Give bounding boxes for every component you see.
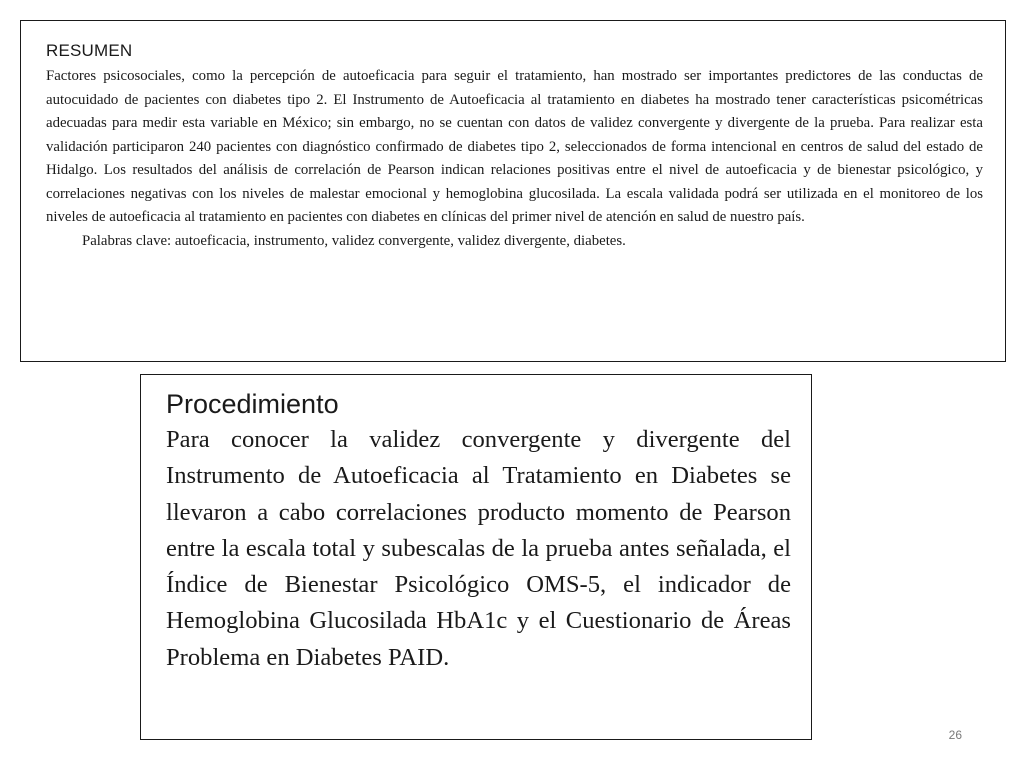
procedimiento-paragraph: Para conocer la validez convergente y divergente del Instrumento de Autoeficacia al Tratamiento en Diabetes se llevaron a cabo correlaciones producto momento de Pearson entre la escala total y subescalas de la prueba antes señalada, el Índice de Bienestar Psicológico OMS-5, el indicador de Hemoglobina Glucosilada HbA1c y el Cuestionario de Áreas Problema en Diabetes PAID. <box>166 426 791 671</box>
procedimiento-heading: Procedimiento <box>166 389 339 419</box>
procedimiento-excerpt <box>140 374 812 740</box>
resumen-excerpt <box>20 20 1006 362</box>
resumen-paragraph: Factores psicosociales, como la percepción de autoeficacia para seguir el tratamiento, han mostrado ser importantes predictores de las conductas de autocuidado de pacientes con diabetes tipo 2. El Instrumento de Autoeficacia al tratamiento en diabetes ha mostrado tener características psicométricas adecuadas para medir esta variable en México; sin embargo, no se cuentan con datos de validez convergente y divergente de la prueba. Para realizar esta validación participaron 240 pacientes con diagnóstico confirmado de diabetes tipo 2, seleccionados de forma intencional en centros de salud del estado de Hidalgo. Los resultados del análisis de correlación de Pearson indican relaciones positivas entre el nivel de autoeficacia y de bienestar psicológico, y correlaciones negativas con los niveles de malestar emocional y hemoglobina glucosilada. La escala validada podrá ser utilizada en el monitoreo de los niveles de autoeficacia al tratamiento en pacientes con diabetes en clínicas del primer nivel de atención en salud de nuestro país. <box>46 68 983 225</box>
page-number: 26 <box>948 728 962 742</box>
resumen-heading: RESUMEN <box>46 41 133 60</box>
keywords-line: Palabras clave: autoeficacia, instrumento, validez convergente, validez divergente, diabetes. <box>82 232 626 249</box>
